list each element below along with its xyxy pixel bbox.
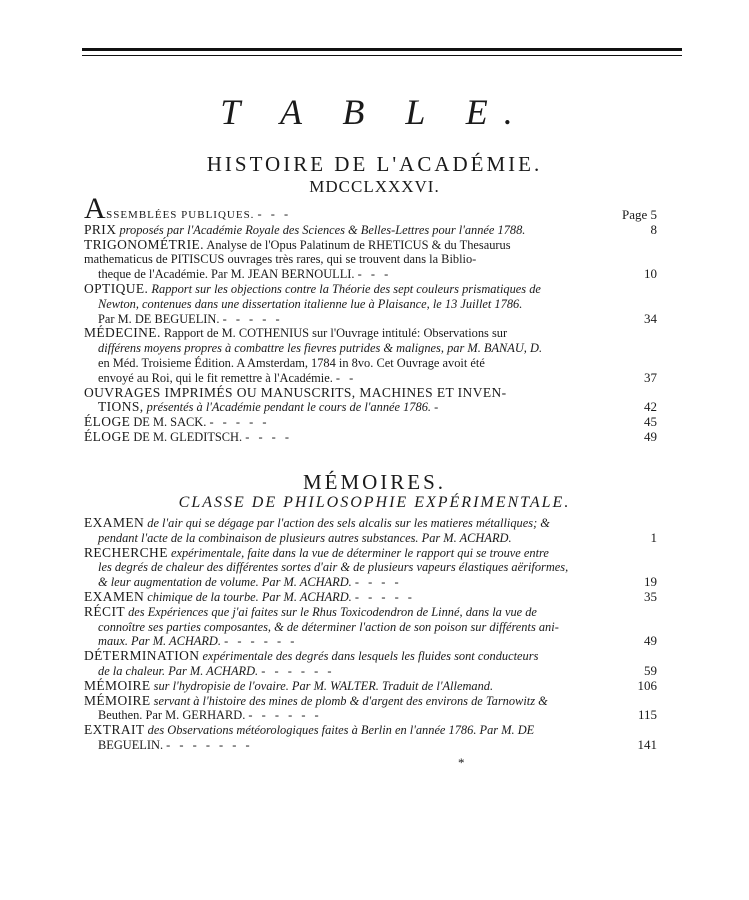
- entry-heading: EXAMEN: [84, 588, 145, 604]
- entry-text: mathematicus de PITISCUS ouvrages très rares, qui se trouvent dans la Biblio-: [84, 252, 477, 267]
- page-label: Page: [621, 207, 648, 222]
- page-number: [570, 267, 657, 282]
- entry-text: connoître ses parties composantes, & de déterminer l'action de son poison sur différents ani-: [98, 619, 559, 634]
- page-number: [570, 312, 657, 327]
- leader-dashes: - - - - -: [209, 415, 270, 430]
- entry-text: en Méd. Troisieme Édition. A Amsterdam, 1784 in 8vo. Cet Ouvrage avoit été: [98, 355, 485, 370]
- section-year: MDCCLXXXVI.: [309, 177, 440, 196]
- page-value: 141: [637, 736, 657, 752]
- entry-line: [84, 238, 570, 253]
- entry-text: sur l'hydropisie de l'ovaire. Par M. WALTER. Traduit de l'Allemand.: [150, 678, 494, 693]
- toc-entry: [84, 722, 657, 753]
- page-value: 1: [650, 529, 657, 545]
- entry-heading: ÉLOGE: [84, 428, 131, 444]
- page-number: [570, 575, 657, 590]
- entry-line: [84, 312, 570, 327]
- entry-heading: TIONS,: [98, 399, 144, 415]
- leader-dashes: - -: [335, 370, 357, 385]
- entry-line: [84, 679, 570, 694]
- page-number: [570, 738, 657, 753]
- entry-line: [84, 708, 570, 723]
- entry-heading: ÉLOGE: [84, 414, 131, 430]
- entry-text: & leur augmentation de volume. Par M. ACHARD.: [98, 575, 352, 590]
- leader-dashes: - - - - -: [222, 311, 283, 326]
- entry-heading: PRIX: [84, 221, 117, 237]
- entry-text: présentés à l'Académie pendant le cours de l'année 1786.: [143, 400, 431, 415]
- page-number: [570, 430, 657, 445]
- toc-entry: [84, 221, 657, 238]
- entry-line: [84, 371, 570, 386]
- page-number: [570, 679, 657, 694]
- entry-line: [84, 223, 570, 238]
- page-value: 45: [644, 414, 657, 430]
- page-number: [570, 415, 657, 430]
- entry-line: [84, 560, 570, 575]
- entry-line: [84, 694, 570, 709]
- page-number: [570, 634, 657, 649]
- entry-text: Par M. DE BEGUELIN.: [98, 311, 220, 326]
- leader-dashes: - - - - - - -: [166, 737, 253, 752]
- page-value: 37: [644, 369, 657, 385]
- entry-text: différens moyens propres à combattre les fievres putrides & malignes, par M. BANAU, D.: [98, 341, 543, 356]
- leader-dashes: - - -: [257, 207, 292, 221]
- entry-line: [84, 252, 570, 267]
- toc-entry: [84, 515, 657, 546]
- page-value: 42: [644, 399, 657, 415]
- toc-entry: [84, 603, 657, 649]
- entry-heading: RECHERCHE: [84, 544, 168, 560]
- entry-heading: RÉCIT: [84, 603, 125, 619]
- entry-line: [84, 400, 570, 415]
- entry-text: expérimentale des degrés dans lesquels les fluides sont conducteurs: [199, 649, 539, 664]
- entry-text: les degrés de chaleur des différentes sortes d'air & de plusieurs vapeurs élastiques aëriformes,: [98, 560, 569, 575]
- entry-line: [84, 356, 570, 371]
- entry-text: pendant l'acte de la combinaison de plusieurs autres substances. Par M. ACHARD.: [98, 530, 512, 545]
- entry-line: [84, 620, 570, 635]
- toc-entry: [84, 414, 657, 430]
- entry-text: proposés par l'Académie Royale des Sciences & Belles-Lettres pour l'année 1788.: [116, 222, 526, 237]
- entry-line: [84, 738, 570, 753]
- toc-entry: [84, 236, 657, 282]
- page-value: 8: [650, 221, 657, 237]
- top-rule-thick: [82, 48, 682, 51]
- page-value: 5: [650, 207, 657, 222]
- entry-heading: OPTIQUE.: [84, 280, 149, 296]
- page-number: [570, 664, 657, 679]
- entry-line: [84, 575, 570, 590]
- page-value: 59: [644, 662, 657, 678]
- entry-text: expérimentale, faite dans la vue de déterminer le rapport qui se trouve entre: [167, 545, 549, 560]
- toc-entry: [84, 588, 657, 605]
- entry-line: [84, 546, 570, 561]
- entry-heading: EXAMEN: [84, 515, 145, 530]
- toc-entry: [84, 648, 657, 679]
- entry-text: maux. Par M. ACHARD.: [98, 634, 221, 649]
- entry-drop-cap: A: [84, 192, 107, 225]
- entry-line: [84, 297, 570, 312]
- section-heading-memoires: MÉMOIRES.: [302, 470, 447, 494]
- entry-text: theque de l'Académie. Par M. JEAN BERNOULLI.: [98, 267, 355, 282]
- entry-text: Rapport sur les objections contre la Théorie des sept couleurs prismatiques de: [148, 281, 541, 296]
- entry-heading: MÉMOIRE: [84, 692, 151, 708]
- entry-text: Beuthen. Par M. GERHARD.: [98, 708, 246, 723]
- memoires-table: [84, 515, 657, 753]
- page-value: 49: [644, 428, 657, 444]
- entry-line: [84, 430, 570, 445]
- leader-dashes: - - - - - -: [248, 708, 322, 723]
- leader-dashes: - - - - - -: [224, 634, 298, 649]
- entry-heading: DÉTERMINATION: [84, 648, 200, 664]
- leader-dashes: - - -: [357, 267, 392, 282]
- entry-line: [84, 415, 570, 430]
- class-heading: CLASSE DE PHILOSOPHIE EXPÉRIMENTALE.: [178, 494, 571, 511]
- page-number: [570, 371, 657, 386]
- entry-line: [84, 531, 570, 546]
- page-number: [570, 708, 657, 723]
- leader-dashes: - - - -: [354, 575, 402, 590]
- entry-heading: SSEMBLÉES PUBLIQUES.: [106, 209, 255, 221]
- entry-line: [84, 649, 570, 664]
- entry-line: [84, 634, 570, 649]
- page-value: 19: [644, 574, 657, 590]
- page-value: 34: [644, 310, 657, 326]
- page-title: T A B L E.: [220, 92, 529, 132]
- toc-entry: [84, 692, 657, 724]
- page-number: [570, 400, 657, 415]
- entry-heading: MÉMOIRE: [84, 677, 151, 693]
- entry-heading: MÉDECINE.: [84, 325, 161, 341]
- entry-heading: TRIGONOMÉTRIE.: [84, 236, 204, 252]
- entry-line: [84, 516, 570, 531]
- page-number: [570, 223, 657, 238]
- toc-entry: [84, 544, 657, 590]
- entry-text: servant à l'histoire des mines de plomb & d'argent des environs de Tarnowitz &: [150, 693, 548, 708]
- entry-line: [84, 723, 570, 738]
- toc-entry: [84, 192, 657, 225]
- page-number: [570, 208, 657, 223]
- footer-asterisk: *: [458, 755, 465, 770]
- toc-entry: [84, 325, 657, 385]
- toc-entry: [84, 280, 657, 326]
- page-value: 115: [637, 707, 657, 723]
- entry-line: [84, 386, 570, 401]
- entry-text: Rapport de M. COTHENIUS sur l'Ouvrage intitulé: Observations sur: [160, 326, 508, 341]
- entry-line: [84, 590, 570, 605]
- leader-dashes: - - - - - -: [261, 663, 335, 678]
- entry-heading: OUVRAGES IMPRIMÉS OU MANUSCRITS, MACHINES ET INVEN-: [84, 384, 507, 400]
- entry-line: [84, 326, 570, 341]
- entry-text: DE M. GLEDITSCH.: [130, 429, 243, 444]
- entry-text: envoyé au Roi, qui le fit remettre à l'Académie.: [98, 370, 333, 385]
- leader-dashes: - - - - -: [354, 589, 415, 604]
- entry-text: Newton, contenues dans une dissertation italienne lue à Plaisance, le 13 Juillet 1786.: [98, 296, 523, 311]
- entry-line: [84, 664, 570, 679]
- page-value: 106: [637, 677, 657, 693]
- toc-entry: [84, 677, 657, 694]
- page-value: 49: [644, 633, 657, 649]
- entry-text: de l'air qui se dégage par l'action des sels alcalis sur les matieres métalliques; &: [144, 516, 550, 530]
- entry-line: [84, 605, 570, 620]
- entry-line: [84, 282, 570, 297]
- leader-dashes: -: [434, 400, 442, 415]
- page-number: [570, 590, 657, 605]
- entry-text: BEGUELIN.: [98, 737, 164, 752]
- entry-text: Analyse de l'Opus Palatinum de RHETICUS & du Thesaurus: [203, 237, 511, 252]
- entry-text: de la chaleur. Par M. ACHARD.: [98, 663, 259, 678]
- entry-text: DE M. SACK.: [130, 415, 207, 430]
- page-value: 10: [644, 266, 657, 282]
- leader-dashes: - - - -: [245, 429, 293, 444]
- top-rule-thin: [82, 55, 682, 56]
- page-number: [570, 531, 657, 546]
- section-heading-histoire: HISTOIRE DE L'ACADÉMIE.: [206, 152, 543, 176]
- entry-text: chimique de la tourbe. Par M. ACHARD.: [144, 589, 352, 604]
- entry-text: des Observations météorologiques faites à Berlin en l'année 1786. Par M. DE: [144, 723, 535, 738]
- entry-line: [84, 341, 570, 356]
- toc-entry: [84, 428, 657, 445]
- histoire-table: [84, 192, 657, 445]
- entry-heading: EXTRAIT: [84, 722, 145, 738]
- page-value: 35: [644, 588, 657, 604]
- entry-text: des Expériences que j'ai faites sur le Rhus Toxicodendron de Linné, dans la vue de: [125, 604, 537, 619]
- entry-line: [84, 192, 570, 225]
- toc-entry: [84, 384, 657, 416]
- entry-line: [84, 267, 570, 282]
